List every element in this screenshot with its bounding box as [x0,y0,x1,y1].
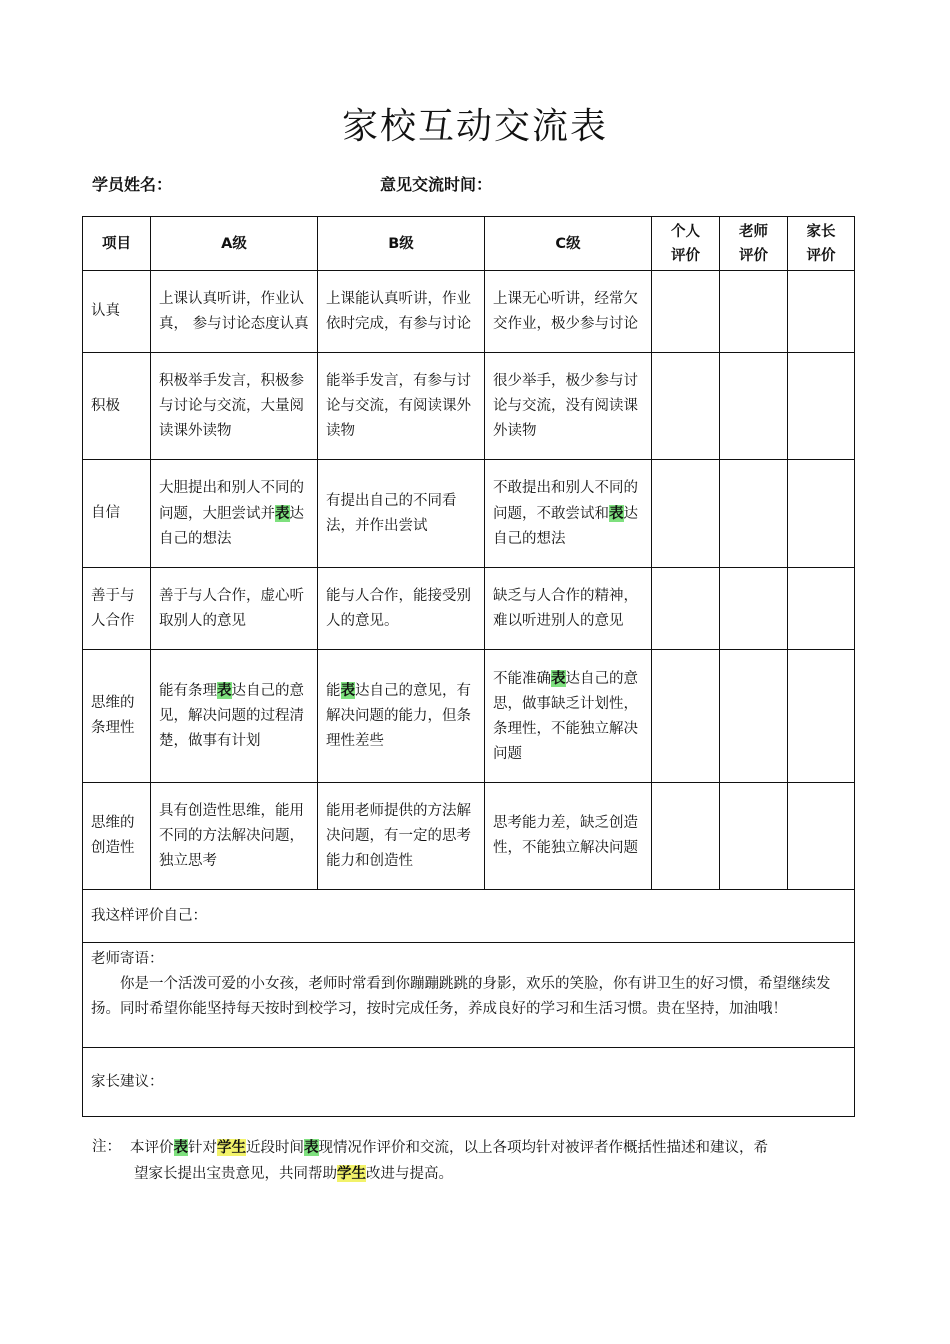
grade-a-cell: 积极举手发言，积极参与讨论与交流，大量阅读课外读物 [151,353,318,460]
grade-b-cell: 能举手发言，有参与讨论与交流，有阅读课外读物 [318,353,485,460]
page-title: 家校互动交流表 [341,106,608,147]
grade-a-cell [151,460,318,568]
grade-a-text: 能有条理 [159,683,217,699]
grade-a-cell [151,650,318,783]
parent-eval-cell[interactable] [788,783,855,890]
grade-a-text-end: 达自己的意见，解决问题的过程清楚，做事有计划 [159,683,304,749]
grade-b-cell: 能与人合作，能接受别人的意见。 [318,568,485,650]
grade-a-cell: 具有创造性思维，能用不同的方法解决问题，独立思考 [151,783,318,890]
teacher-eval-cell[interactable] [720,271,788,353]
highlight-mark: 表 [217,682,232,699]
teacher-message-label: 老师寄语： [91,951,164,967]
teacher-message-row [83,943,855,1048]
grade-b-text-end: 达自己的意见，有解决问题的能力，但条理性差些 [326,683,471,749]
self-eval-cell[interactable] [652,271,720,353]
self-eval-cell[interactable] [652,650,720,783]
grade-c-text: 不敢提出和别人不同的问题，不敢尝试和 [493,479,638,522]
header-teacher-eval-line1: 老师 [739,223,768,240]
row-item: 善于与人合作 [83,568,151,650]
highlight-mark: 表 [551,669,566,687]
teacher-eval-cell[interactable] [720,460,788,568]
parent-eval-cell[interactable] [788,271,855,353]
footnote-text: 改进与提高。 [366,1166,453,1182]
header-parent-eval-line2: 评价 [806,247,836,264]
evaluation-table [82,216,855,1117]
footnote-continuation [130,1161,862,1187]
header-teacher-eval-line2: 评价 [739,247,768,264]
grade-b-cell: 上课能认真听讲，作业依时完成，有参与讨论 [318,271,485,353]
highlight-mark: 表 [173,1139,188,1156]
footnote-text: 本评价 [130,1140,174,1156]
teacher-eval-cell[interactable] [720,353,788,460]
header-item: 项目 [83,217,151,271]
header-grade-a: A级 [151,217,318,271]
self-eval-cell[interactable] [652,783,720,890]
row-item: 积极 [83,353,151,460]
table-row [83,271,855,353]
header-self-eval [652,217,720,271]
self-eval-cell[interactable] [652,460,720,568]
header-parent-eval-line1: 家长 [806,223,836,240]
parent-suggestion-field[interactable]: 家长建议： [83,1048,855,1117]
table-row [83,568,855,650]
self-eval-cell[interactable] [652,353,720,460]
grade-c-cell: 很少举手，极少参与讨论与交流，没有阅读课外读物 [485,353,652,460]
grade-a-text-end: 达自己的想法 [159,505,304,547]
footnote-text: 针对 [188,1140,217,1156]
footnote-label: 注： [92,1139,121,1155]
highlight-mark: 学生 [337,1165,366,1182]
teacher-message-text: 你是一个活泼可爱的小女孩，老师时常看到你蹦蹦跳跳的身影，欢乐的笑脸，你有讲卫生的好习惯，希望继续发扬。同时希望你能坚持每天按时到校学习，按时完成任务，养成良好的学习和生活习惯。贵在坚持，加油哦！ [91,976,831,1017]
table-row [83,460,855,568]
header-parent-eval [788,217,855,271]
grade-c-cell [485,650,652,783]
grade-a-text: 大胆提出和别人不同的问题，大胆尝试并 [159,479,304,522]
grade-b-cell: 能用老师提供的方法解决问题，有一定的思考能力和创造性 [318,783,485,890]
highlight-mark: 表 [340,682,355,699]
footnote-body [92,1135,862,1187]
header-teacher-eval [720,217,788,271]
parent-eval-cell[interactable] [788,353,855,460]
grade-a-cell: 上课认真听讲，作业认真， 参与讨论态度认真 [151,271,318,353]
row-item: 自信 [83,460,151,568]
footnote [92,1135,862,1187]
grade-c-cell: 思考能力差，缺乏创造性，不能独立解决问题 [485,783,652,890]
grade-c-cell [485,460,652,568]
teacher-eval-cell[interactable] [720,650,788,783]
table-row [83,783,855,890]
table-row [83,650,855,783]
grade-b-text: 能 [326,683,341,699]
row-item: 认真 [83,271,151,353]
footnote-text: 现情况作评价和交流，以上各项均针对被评者作概括性描述和建议，希 [318,1140,768,1156]
footnote-text: 望家长提出宝贵意见，共同帮助 [134,1166,337,1182]
parent-suggestion-row [83,1048,855,1117]
grade-c-text: 不能准确 [493,670,551,687]
parent-eval-cell[interactable] [788,650,855,783]
header-self-eval-line2: 评价 [671,247,700,264]
exchange-time-label: 意见交流时间： [380,175,493,194]
self-eval-cell[interactable] [652,568,720,650]
header-grade-c: C级 [485,217,652,271]
teacher-message-field[interactable] [83,943,855,1048]
teacher-eval-cell[interactable] [720,783,788,890]
header-grade-b: B级 [318,217,485,271]
highlight-mark: 表 [275,504,290,522]
grade-c-text-end: 达自己的想法 [493,505,638,547]
highlight-mark: 表 [609,504,624,522]
student-name-label: 学员姓名： [92,175,173,194]
self-eval-field[interactable]: 我这样评价自己： [83,890,855,943]
footnote-text: 近段时间 [246,1140,304,1156]
grade-c-cell: 上课无心听讲，经常欠交作业，极少参与讨论 [485,271,652,353]
header-self-eval-line1: 个人 [671,223,700,240]
row-item: 思维的创造性 [83,783,151,890]
highlight-mark: 表 [304,1139,319,1156]
parent-eval-cell[interactable] [788,460,855,568]
parent-eval-cell[interactable] [788,568,855,650]
table-row [83,353,855,460]
row-item: 思维的条理性 [83,650,151,783]
table-header-row [83,217,855,271]
grade-c-text-end: 达自己的意思，做事缺乏计划性，条理性，不能独立解决问题 [493,670,638,762]
highlight-mark: 学生 [217,1139,246,1156]
grade-b-cell [318,650,485,783]
grade-a-cell: 善于与人合作，虚心听取别人的意见 [151,568,318,650]
grade-c-cell: 缺乏与人合作的精神，难以听进别人的意见 [485,568,652,650]
teacher-eval-cell[interactable] [720,568,788,650]
self-eval-row [83,890,855,943]
grade-b-cell: 有提出自己的不同看法，并作出尝试 [318,460,485,568]
